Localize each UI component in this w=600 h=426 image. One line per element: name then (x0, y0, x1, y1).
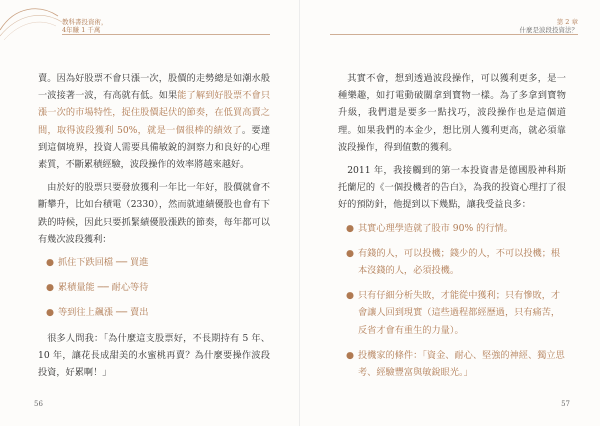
bullet-icon: ● (346, 290, 355, 302)
bullet-icon: ● (346, 349, 355, 361)
header-rule (62, 34, 270, 35)
chapter-header (520, 18, 579, 34)
list-item: ● 其實心理學造就了股市 90% 的行情。 (344, 220, 566, 237)
para1-text-end: 。要達到這個境界，投資人需要具備敏銳的洞察力和良好的心理素質，不斷累積經驗，波段操作的效率將越來越好。 (38, 124, 271, 171)
chapter-number: 第 2 章 (556, 18, 578, 26)
para1-text: 賣。因為好股票不會只漲一次，股價的走勢總是如潮水般一波接著一波，有高就有低。如果 (38, 73, 270, 102)
list-item: ● 抓住下跌回檔 ── 買進 (44, 254, 270, 271)
para1-highlight: 能了解到好股票不會只漲一次的市場特性，捉住股價起伏的節奏，在低買高賣之間，取得波段獲利 50%，就是一個很棒的績效了 (38, 90, 271, 136)
left-body (38, 70, 270, 387)
paragraph-1: 其實不會，想到透過波段操作，可以獲利更多，是一種樂趣，如打電動破關拿到寶物一樣。為了多拿到寶物升級，我們還是要多一點找巧，波段操作也是這個道理。如果我們的本金少，想比別人獲利更高，就必須靠波段操作，得到值數的獲利。 (338, 73, 566, 153)
list-item: ● 有錢的人，可以投機；錢少的人，不可以投機；根本沒錢的人，必須投機。 (344, 245, 566, 279)
list-item: ● 投機家的條件：「資金、耐心、堅強的神經、獨立思考、經驗豐富與敏銳眼光。」 (344, 347, 566, 381)
bullet-list (44, 254, 270, 322)
header-rule (330, 34, 578, 35)
book-title-header (62, 18, 108, 34)
bullet-icon: ● (46, 257, 55, 269)
bullet-icon: ● (346, 247, 355, 259)
bullet-list (344, 220, 566, 382)
decorative-swirl-icon (0, 0, 70, 44)
list-item: ● 等到往上飆漲 ── 賣出 (44, 304, 270, 321)
paragraph-2: 2011 年，我接觸到的第一本投資書是德國股神科斯托蘭尼的《一個投機者的告白》，為我的投資心理打了很好的預防針，他提到以下幾點，讓我受益良多： (338, 165, 566, 211)
book-title-line1: 教科書投資術， (62, 18, 108, 26)
page-number-right: 57 (561, 400, 570, 408)
right-body (338, 70, 566, 389)
bullet-icon: ● (46, 307, 55, 319)
paragraph-1 (38, 70, 270, 173)
list-item: ● 累積量能 ── 耐心等待 (44, 279, 270, 296)
paragraph-2: 由於好的股票只要發放獲利一年比一年好，股價就會不斷攀升，比如台積電（2330），然而就連績優股也會有下跌的時候，因此只要抓緊績優股漲跌的節奏，每年都可以有幾次波段獲利： (38, 182, 270, 245)
chapter-title: 什麼是波段投資法？ (519, 26, 578, 34)
bullet-icon: ● (346, 222, 355, 234)
list-item: ● 只有仔細分析失敗，才能從中獲利；只有慘敗，才會讓人回到現實（這些過程都經歷過，只有痛苦，反省才會有重生的力量）。 (344, 287, 566, 339)
right-page (300, 0, 600, 426)
book-title-line2: 4年賺 1 千萬 (62, 26, 101, 34)
bullet-icon: ● (46, 282, 55, 294)
paragraph-3: 很多人問我：「為什麼這支股票好，不長期持有 5 年、10 年，讓花長成甜美的水蜜桃再賣？為什麼要操作波段投資，好累啊！」 (38, 332, 270, 379)
page-number-left: 56 (34, 400, 43, 408)
